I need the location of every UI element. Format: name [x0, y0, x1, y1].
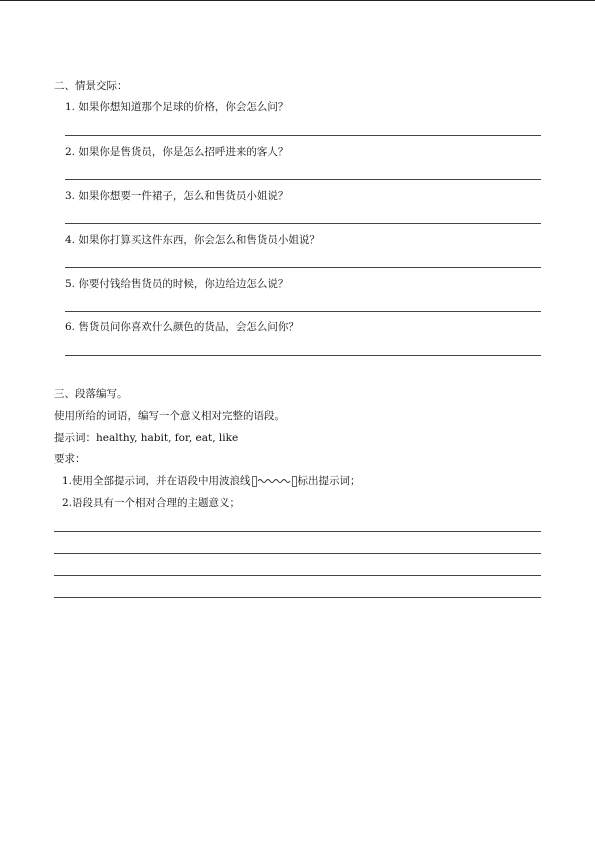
question-text: 售货员问你喜欢什么颜色的货品，会怎么问你？: [78, 321, 299, 333]
answer-line-2[interactable]: [65, 179, 541, 180]
answer-line-4[interactable]: [65, 267, 541, 268]
question-text: 如果你是售货员，你是怎么招呼进来的客人？: [78, 146, 289, 158]
bracket-left-icon: [252, 476, 257, 487]
question-number: 2.: [65, 146, 76, 158]
section2-heading: 二、情景交际：: [54, 80, 128, 92]
question-3: [65, 189, 288, 203]
writing-line-4[interactable]: [54, 597, 541, 598]
question-number: 3.: [65, 190, 76, 202]
requirement-1-text-start: 1.使用全部提示词，并在语段中用波浪线: [62, 475, 251, 487]
answer-line-1[interactable]: [65, 135, 541, 136]
bracket-right-icon: [292, 476, 297, 487]
writing-line-3[interactable]: [54, 575, 541, 576]
question-4: [65, 233, 320, 247]
requirement-2: 2.语段具有一个相对合理的主题意义；: [62, 497, 241, 509]
question-2: [65, 145, 288, 159]
hint-words: 提示词：healthy, habit, for, eat, like: [54, 432, 239, 444]
question-number: 4.: [65, 234, 76, 246]
writing-line-2[interactable]: [54, 553, 541, 554]
answer-line-3[interactable]: [65, 223, 541, 224]
question-text: 如果你想要一件裙子，怎么和售货员小姐说？: [78, 190, 289, 202]
question-number: 5.: [65, 278, 76, 290]
answer-line-6[interactable]: [65, 355, 541, 356]
answer-line-5[interactable]: [65, 311, 541, 312]
question-number: 6.: [65, 321, 76, 333]
section3-heading: 三、段落编写。: [54, 388, 128, 400]
requirement-1-text-end: 标出提示词；: [297, 475, 361, 487]
section3-instruction: 使用所给的词语，编写一个意义相对完整的语段。: [54, 410, 285, 422]
question-text: 如果你打算买这件东西，你会怎么和售货员小姐说？: [78, 234, 320, 246]
requirement-1: [62, 474, 361, 488]
writing-line-1[interactable]: [54, 531, 541, 532]
wavy-underline-icon: [258, 477, 291, 485]
page-top-border: [0, 0, 595, 1]
requirements-label: 要求：: [54, 453, 86, 465]
question-text: 如果你想知道那个足球的价格，你会怎么问？: [78, 101, 289, 113]
question-number: 1.: [65, 101, 76, 113]
question-6: [65, 320, 299, 334]
question-1: [65, 100, 288, 114]
question-text: 你要付钱给售货员的时候，你边给边怎么说？: [78, 278, 289, 290]
question-5: [65, 277, 288, 291]
